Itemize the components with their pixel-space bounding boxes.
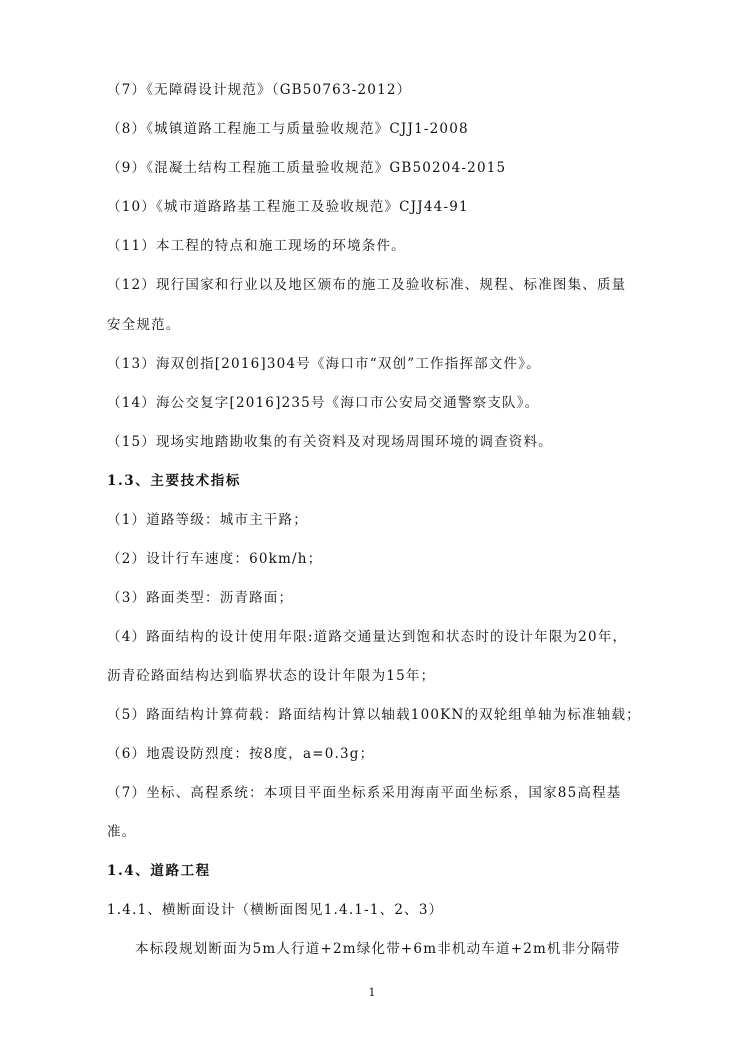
reference-item-14: （14）海公交复字[2016]235号《海口市公安局交通警察支队》。 bbox=[107, 395, 540, 411]
reference-item-8: （8）《城镇道路工程施工与质量验收规范》CJJ1-2008 bbox=[107, 121, 469, 137]
indicator-item-4-continued: 沥青砼路面结构达到临界状态的设计年限为15年； bbox=[107, 668, 436, 684]
indicator-item-7: （7）坐标、高程系统：本项目平面坐标系采用海南平面坐标系，国家85高程基 bbox=[107, 785, 622, 801]
body-paragraph: 本标段规划断面为5m人行道+2m绿化带+6m非机动车道+2m机非分隔带 bbox=[135, 941, 621, 957]
reference-item-13: （13）海双创指[2016]304号《海口市“双创”工作指挥部文件》。 bbox=[107, 356, 541, 372]
indicator-item-1: （1）道路等级：城市主干路； bbox=[107, 512, 308, 528]
reference-item-10: （10）《城市道路路基工程施工及验收规范》CJJ44-91 bbox=[107, 199, 469, 215]
indicator-item-6: （6）地震设防烈度：按8度，a=0.3g； bbox=[107, 746, 375, 762]
indicator-item-5: （5）路面结构计算荷载：路面结构计算以轴载100KN的双轮组单轴为标准轴载； bbox=[107, 707, 641, 723]
subsection-heading-1-4-1: 1.4.1、横断面设计（横断面图见1.4.1-1、2、3） bbox=[107, 902, 444, 918]
indicator-item-2: （2）设计行车速度：60km/h； bbox=[107, 551, 323, 567]
indicator-item-7-continued: 准。 bbox=[107, 824, 137, 840]
reference-item-7: （7）《无障碍设计规范》（GB50763-2012） bbox=[107, 82, 412, 98]
reference-item-9: （9）《混凝土结构工程施工质量验收规范》GB50204-2015 bbox=[107, 160, 507, 176]
page-number: 1 bbox=[368, 986, 376, 999]
reference-item-11: （11）本工程的特点和施工现场的环境条件。 bbox=[107, 238, 406, 254]
reference-item-12-continued: 安全规范。 bbox=[107, 317, 181, 333]
indicator-item-4: （4）路面结构的设计使用年限:道路交通量达到饱和状态时的设计年限为20年， bbox=[107, 629, 628, 645]
indicator-item-3: （3）路面类型：沥青路面； bbox=[107, 590, 294, 606]
reference-item-12: （12）现行国家和行业以及地区颁布的施工及验收标准、规程、标准图集、质量 bbox=[107, 277, 627, 293]
section-heading-1-4: 1.4、道路工程 bbox=[107, 863, 211, 879]
section-heading-1-3: 1.3、主要技术指标 bbox=[107, 473, 241, 489]
reference-item-15: （15）现场实地踏勘收集的有关资料及对现场周围环境的调查资料。 bbox=[107, 434, 553, 450]
